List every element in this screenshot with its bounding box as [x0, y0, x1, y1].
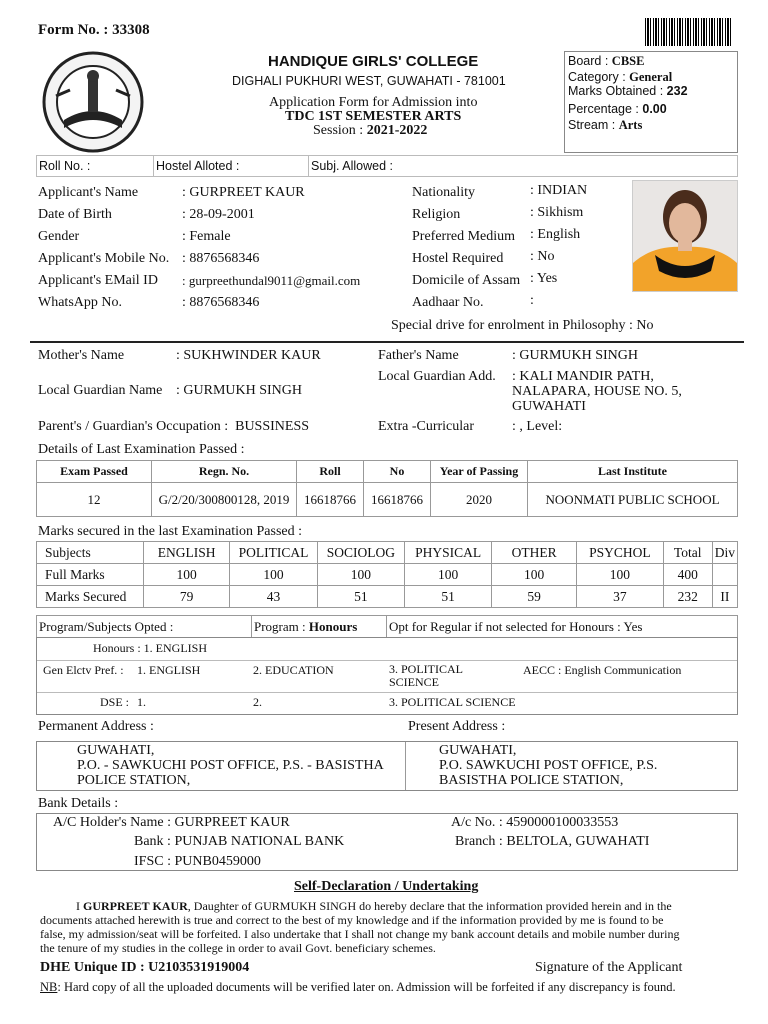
field-value: : [530, 293, 534, 308]
address-box [36, 741, 738, 791]
mother-value: : SUKHWINDER KAUR [176, 348, 321, 363]
address-line: BASISTHA POLICE STATION, [439, 773, 624, 788]
roll-no-cell: Roll No. : [37, 156, 154, 177]
table-header: Last Institute [528, 461, 738, 483]
field-value: : English [530, 227, 581, 242]
address-line: GUWAHATI, [439, 743, 517, 758]
guardian-value: : GURMUKH SINGH [176, 383, 303, 398]
board: Board : CBSE [568, 54, 645, 68]
field-label: Applicant's Mobile No. [38, 251, 170, 266]
marks-heading: Marks secured in the last Examination Passed : [38, 524, 302, 539]
program-value: Honours [308, 618, 358, 634]
field-label: Aadhaar No. [412, 295, 484, 310]
field-value: : Female [182, 229, 231, 244]
table-cell: 100 [317, 564, 404, 586]
present-address [439, 743, 657, 788]
table-cell: Full Marks [37, 564, 144, 586]
ifsc: IFSC : PUNB0459000 [134, 854, 261, 869]
permanent-address [77, 743, 384, 788]
session-value: 2021-2022 [366, 123, 428, 138]
father-label: Father's Name [378, 348, 459, 363]
table-cell: 16618766 [364, 483, 431, 517]
table-cell: 100 [405, 564, 492, 586]
table-header: Year of Passing [431, 461, 528, 483]
bank-heading: Bank Details : [38, 796, 119, 811]
declaration-line: I GURPREET KAUR, Daughter of GURMUKH SINGH do hereby declare that the information provided herein and in the [76, 899, 672, 913]
field-label: Preferred Medium [412, 229, 516, 244]
account-holder: A/C Holder's Name : GURPREET KAUR [53, 815, 290, 830]
marks-obtained: Marks Obtained : 232 [568, 84, 688, 98]
section-divider [30, 341, 744, 343]
gen-elective-3-line: SCIENCE [389, 675, 440, 689]
table-header: Subjects [37, 542, 144, 564]
table-row [37, 564, 738, 586]
bank-box [36, 813, 738, 871]
field-value: : Sikhism [530, 205, 584, 220]
applicant-photo [632, 180, 738, 292]
gen-elective-3-line: 3. POLITICAL [389, 662, 463, 676]
table-row [37, 483, 738, 517]
session-label: Session : [313, 123, 364, 138]
nb-label: NB [40, 980, 58, 994]
subjects-box [36, 637, 738, 715]
field-value: : 8876568346 [182, 295, 260, 310]
field-value: : 8876568346 [182, 251, 260, 266]
program-label: Program : [254, 618, 306, 634]
mother-label: Mother's Name [38, 348, 125, 363]
dhe-unique-id: DHE Unique ID : U2103531919004 [40, 960, 250, 975]
bank-name: Bank : PUNJAB NATIONAL BANK [134, 834, 345, 849]
stream: Stream : Arts [568, 118, 643, 132]
field-value: : gurpreethundal9011@gmail.com [182, 273, 361, 288]
table-cell: 100 [144, 564, 230, 586]
table-header: Roll [297, 461, 364, 483]
table-cell: 16618766 [297, 483, 364, 517]
table-cell: 79 [144, 586, 230, 608]
college-name: HANDIQUE GIRLS' COLLEGE [268, 53, 479, 70]
table-cell: 12 [37, 483, 152, 517]
divider [37, 660, 737, 661]
declaration-line: false, my admission/seat will be forfeited. I also undertake that I shall not change my bank account details and mobile number during [40, 927, 680, 941]
dse-3: 3. POLITICAL SCIENCE [389, 695, 516, 709]
aecc: AECC : English Communication [523, 663, 682, 677]
declaration-text [40, 899, 680, 955]
divider [37, 692, 737, 693]
program-opted-label: Program/Subjects Opted : [37, 616, 252, 638]
guardian-address-line: GUWAHATI [512, 399, 586, 414]
form-title-line1: Application Form for Admission into [269, 95, 478, 110]
permanent-address-label: Permanent Address : [38, 719, 154, 734]
field-label: WhatsApp No. [38, 295, 122, 310]
guardian-address-line: NALAPARA, HOUSE NO. 5, [512, 384, 682, 399]
table-row [37, 586, 738, 608]
gen-elective-label: Gen Elctv Pref. : [43, 663, 124, 677]
guardian-address-label: Local Guardian Add. [378, 369, 496, 384]
form-title-line2: TDC 1ST SEMESTER ARTS [285, 109, 462, 124]
last-exam-table [36, 460, 738, 517]
field-value: : INDIAN [530, 183, 588, 198]
occupation [38, 419, 309, 435]
table-cell: 51 [405, 586, 492, 608]
hostel-alloted-cell: Hostel Alloted : [154, 156, 309, 177]
table-cell: 51 [317, 586, 404, 608]
gen-elective-3 [389, 663, 463, 689]
table-header: Regn. No. [152, 461, 297, 483]
table-cell: 43 [230, 586, 317, 608]
guardian-label: Local Guardian Name [38, 383, 163, 398]
declaration-line: the tenure of my studies in the college in order to avail Govt. beneficiary schemes. [40, 941, 436, 955]
table-cell: 100 [230, 564, 317, 586]
table-header: Exam Passed [37, 461, 152, 483]
regular-option: Opt for Regular if not selected for Honours : Yes [387, 616, 738, 638]
dse-1: 1. [137, 695, 146, 709]
declarant-name: GURPREET KAUR [83, 899, 188, 913]
field-label: Domicile of Assam [412, 273, 521, 288]
gen-elective-1: 1. ENGLISH [137, 663, 201, 677]
table-cell: 100 [492, 564, 577, 586]
occupation-label: Parent's / Guardian's Occupation : [38, 419, 229, 434]
father-value: : GURMUKH SINGH [512, 348, 639, 363]
address-line: P.O. - SAWKUCHI POST OFFICE, P.S. - BASISTHA [77, 758, 384, 773]
table-header: POLITICAL [230, 542, 317, 564]
declaration-line: documents attached herewith is true and correct to the best of my knowledge and if the information provided by me is found to be [40, 913, 664, 927]
last-exam-heading: Details of Last Examination Passed : [38, 442, 245, 457]
table-header: OTHER [492, 542, 577, 564]
field-label: Religion [412, 207, 461, 222]
guardian-address [512, 369, 682, 414]
college-address: DIGHALI PUKHURI WEST, GUWAHATI - 781001 [232, 74, 506, 88]
extra-curricular-value: : , Level: [512, 419, 563, 434]
table-cell: 59 [492, 586, 577, 608]
field-value: : No [530, 249, 555, 264]
signature-label: Signature of the Applicant [535, 960, 683, 975]
table-header: No [364, 461, 431, 483]
guardian-address-line: : KALI MANDIR PATH, [512, 369, 654, 384]
dse-2: 2. [253, 695, 262, 709]
table-cell: G/2/20/300800128, 2019 [152, 483, 297, 517]
divider [405, 742, 406, 790]
field-value: : 28-09-2001 [182, 207, 255, 222]
special-drive: Special drive for enrolment in Philosophy : No [391, 318, 654, 333]
address-line: POLICE STATION, [77, 773, 191, 788]
honours-subject: Honours : 1. ENGLISH [93, 641, 207, 655]
address-line: GUWAHATI, [77, 743, 155, 758]
occupation-value: BUSSINESS [235, 419, 310, 434]
session [313, 123, 427, 139]
category: Category : General [568, 70, 673, 84]
field-value: : GURPREET KAUR [182, 185, 305, 200]
table-header: ENGLISH [144, 542, 230, 564]
gen-elective-2: 2. EDUCATION [253, 663, 334, 677]
table-cell: 37 [577, 586, 664, 608]
form-number: Form No. : 33308 [38, 22, 150, 38]
dse-label: DSE : [100, 695, 130, 709]
barcode-icon [645, 18, 733, 46]
table-cell: 2020 [431, 483, 528, 517]
marks-table [36, 541, 738, 608]
office-use-row [36, 155, 738, 177]
subj-allowed-cell: Subj. Allowed : [309, 156, 738, 177]
program-table [36, 615, 738, 638]
address-line: P.O. SAWKUCHI POST OFFICE, P.S. [439, 758, 658, 773]
table-header: PSYCHOL [577, 542, 664, 564]
field-label: Gender [38, 229, 80, 244]
table-header: PHYSICAL [405, 542, 492, 564]
present-address-label: Present Address : [408, 719, 506, 734]
field-label: Hostel Required [412, 251, 504, 266]
field-label: Date of Birth [38, 207, 112, 222]
branch: Branch : BELTOLA, GUWAHATI [455, 834, 650, 849]
table-header: Div [712, 542, 737, 564]
extra-curricular-label: Extra -Curricular [378, 419, 475, 434]
table-cell: 100 [577, 564, 664, 586]
division-cell: II [712, 586, 737, 608]
table-cell: 400 [663, 564, 712, 586]
field-label: Applicant's EMail ID [38, 273, 158, 288]
field-label: Applicant's Name [38, 185, 139, 200]
college-logo [34, 50, 152, 154]
nb-note [40, 980, 676, 995]
table-cell: 232 [663, 586, 712, 608]
field-label: Nationality [412, 185, 475, 200]
account-number: A/c No. : 4590000100033553 [451, 815, 619, 830]
percentage: Percentage : 0.00 [568, 102, 667, 116]
admission-summary-box [564, 51, 738, 153]
division-cell [712, 564, 737, 586]
program-cell [252, 616, 387, 638]
table-cell: Marks Secured [37, 586, 144, 608]
table-header: SOCIOLOG [317, 542, 404, 564]
declaration-title: Self-Declaration / Undertaking [294, 879, 479, 894]
nb-text: : Hard copy of all the uploaded documents will be verified later on. Admission will be forfeited if any discrepancy is found. [57, 980, 676, 994]
table-header: Total [663, 542, 712, 564]
field-value: : Yes [530, 271, 558, 286]
table-cell: NOONMATI PUBLIC SCHOOL [528, 483, 738, 517]
